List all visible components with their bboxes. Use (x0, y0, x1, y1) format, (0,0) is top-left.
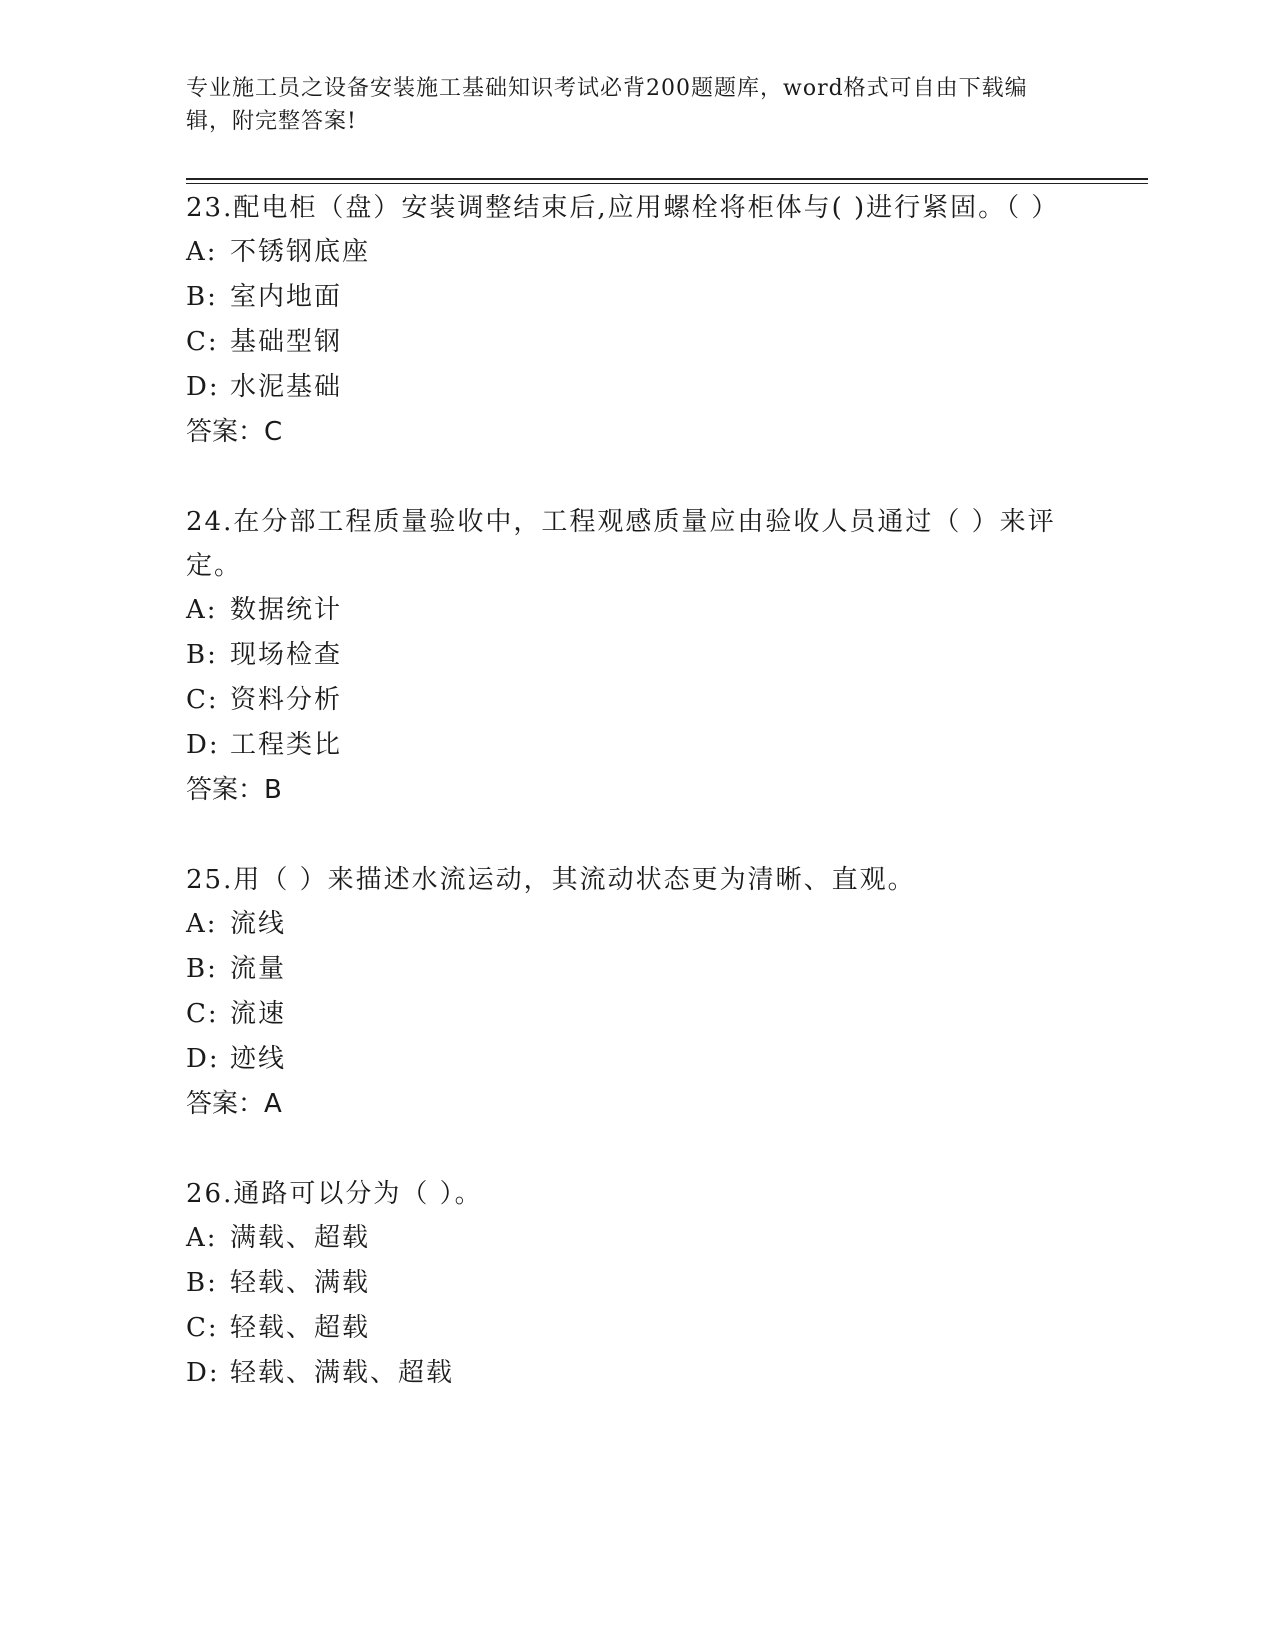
option-text: 室内地面 (230, 282, 343, 312)
answer-label: 答案： (186, 1089, 265, 1119)
option-key: A: (186, 1223, 218, 1253)
option-text: 迹线 (230, 1044, 287, 1074)
option-text: 流速 (230, 999, 287, 1029)
question-stem: 25.用（ ）来描述水流运动，其流动状态更为清晰、直观。 (186, 865, 916, 895)
document-header: 专业施工员之设备安装施工基础知识考试必背200题题库，word格式可自由下载编辑，附完整答案! (186, 76, 1028, 134)
option-key: D: (186, 1044, 220, 1074)
option-key: B: (186, 954, 218, 984)
option-text: 轻载、满载 (230, 1268, 371, 1298)
option-text: 基础型钢 (230, 327, 343, 357)
option-key: D: (186, 372, 220, 402)
option-text: 数据统计 (230, 595, 343, 625)
option-key: A: (186, 595, 218, 625)
header-divider-thin (186, 183, 1148, 184)
option-key: D: (186, 730, 220, 760)
option-d (186, 1351, 1066, 1396)
option-text: 轻载、超载 (230, 1313, 371, 1343)
option-key: C: (186, 1313, 219, 1343)
option-text: 资料分析 (230, 685, 343, 715)
option-a (186, 1216, 1066, 1261)
answer-line (186, 768, 1066, 813)
answer-line (186, 410, 1066, 455)
option-c (186, 992, 1066, 1037)
option-b (186, 633, 1066, 678)
option-text: 水泥基础 (230, 372, 343, 402)
option-key: B: (186, 640, 218, 670)
option-c (186, 320, 1066, 365)
option-d (186, 1037, 1066, 1082)
option-d (186, 723, 1066, 768)
answer-value: A (264, 1089, 282, 1119)
question-23 (186, 186, 1066, 455)
question-24 (186, 500, 1066, 813)
option-a (186, 588, 1066, 633)
option-text: 满载、超载 (230, 1223, 371, 1253)
option-key: C: (186, 327, 219, 357)
option-c (186, 1306, 1066, 1351)
option-b (186, 947, 1066, 992)
header-divider-thick (186, 178, 1148, 180)
option-key: B: (186, 1268, 218, 1298)
answer-line (186, 1082, 1066, 1127)
option-c (186, 678, 1066, 723)
option-a (186, 902, 1066, 947)
option-text: 工程类比 (230, 730, 343, 760)
option-a (186, 230, 1066, 275)
document-page (186, 0, 1148, 1650)
option-text: 流量 (230, 954, 287, 984)
option-key: A: (186, 909, 218, 939)
answer-value: C (264, 417, 283, 447)
question-stem: 24.在分部工程质量验收中，工程观感质量应由验收人员通过（ ）来评定。 (186, 507, 1056, 581)
option-key: C: (186, 685, 219, 715)
option-key: C: (186, 999, 219, 1029)
answer-label: 答案： (186, 775, 265, 805)
option-text: 现场检查 (230, 640, 343, 670)
question-25 (186, 858, 1066, 1127)
option-text: 不锈钢底座 (230, 237, 371, 267)
option-d (186, 365, 1066, 410)
option-text: 轻载、满载、超载 (230, 1358, 455, 1388)
option-b (186, 1261, 1066, 1306)
question-stem: 23.配电柜（盘）安装调整结束后,应用螺栓将柜体与( )进行紧固。（ ） (186, 193, 1060, 223)
question-26 (186, 1172, 1066, 1396)
option-key: D: (186, 1358, 220, 1388)
question-stem: 26.通路可以分为（ ）。 (186, 1179, 483, 1209)
option-key: B: (186, 282, 218, 312)
option-key: A: (186, 237, 218, 267)
option-b (186, 275, 1066, 320)
answer-value: B (264, 775, 282, 805)
option-text: 流线 (230, 909, 287, 939)
question-list (186, 186, 1066, 1441)
answer-label: 答案： (186, 417, 265, 447)
